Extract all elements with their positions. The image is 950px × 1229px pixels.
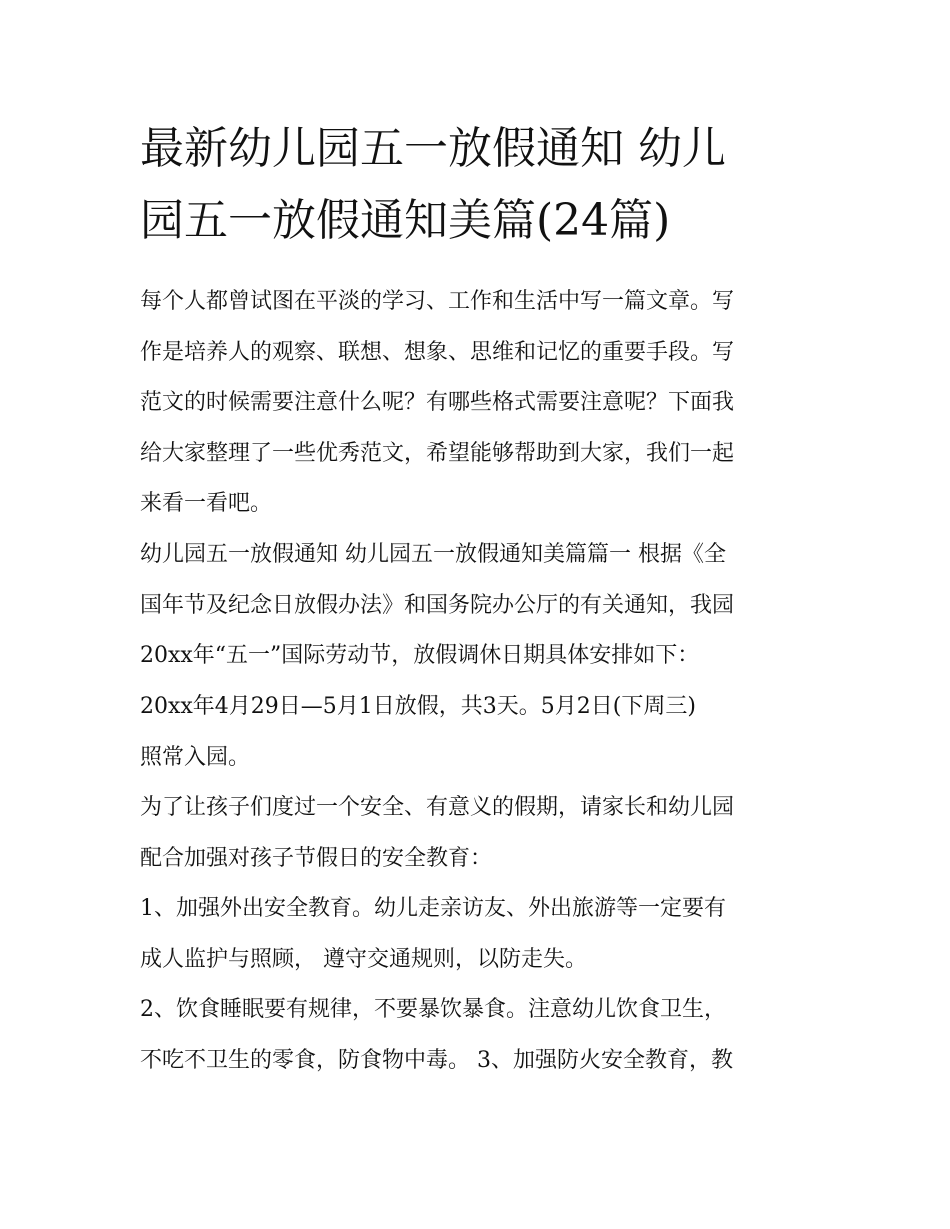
safety-intro-paragraph: 为了让孩子们度过一个安全、有意义的假期，请家长和幼儿园 配合加强对孩子节假日的安全教育： <box>140 795 735 871</box>
safety-item-1: 1、加强外出安全教育。幼儿走亲访友、外出旅游等一定要有 成人监护与照顾， 遵守交通规则，以防走失。 <box>140 896 726 972</box>
document-title: 最新幼儿园五一放假通知 幼儿 园五一放假通知美篇(24篇) <box>140 123 726 246</box>
intro-paragraph: 每个人都曾试图在平淡的学习、工作和生活中写一篇文章。写 作是培养人的观察、联想、想象、思维和记忆的重要手段。写 范文的时候需要注意什么呢？有哪些格式需要注意呢？下面我 给大家整理了一些优秀范文，希望能够帮助到大家，我们一起 来看一看吧。 <box>140 289 735 517</box>
safety-item-2: 2、饮食睡眠要有规律，不要暴饮暴食。注意幼儿饮食卫生， 不吃不卫生的零食，防食物中毒。 3、加强防火安全教育，教 <box>140 997 733 1073</box>
notice-paragraph: 幼儿园五一放假通知 幼儿园五一放假通知美篇篇一 根据《全 国年节及纪念日放假办法》和国务院办公厅的有关通知，我园 20xx年“五一”国际劳动节，放假调休日期具体安排如下： <box>140 542 735 669</box>
schedule-paragraph: 20xx年4月29日—5月1日放假，共3天。5月2日(下周三) 照常入园。 <box>140 694 696 770</box>
